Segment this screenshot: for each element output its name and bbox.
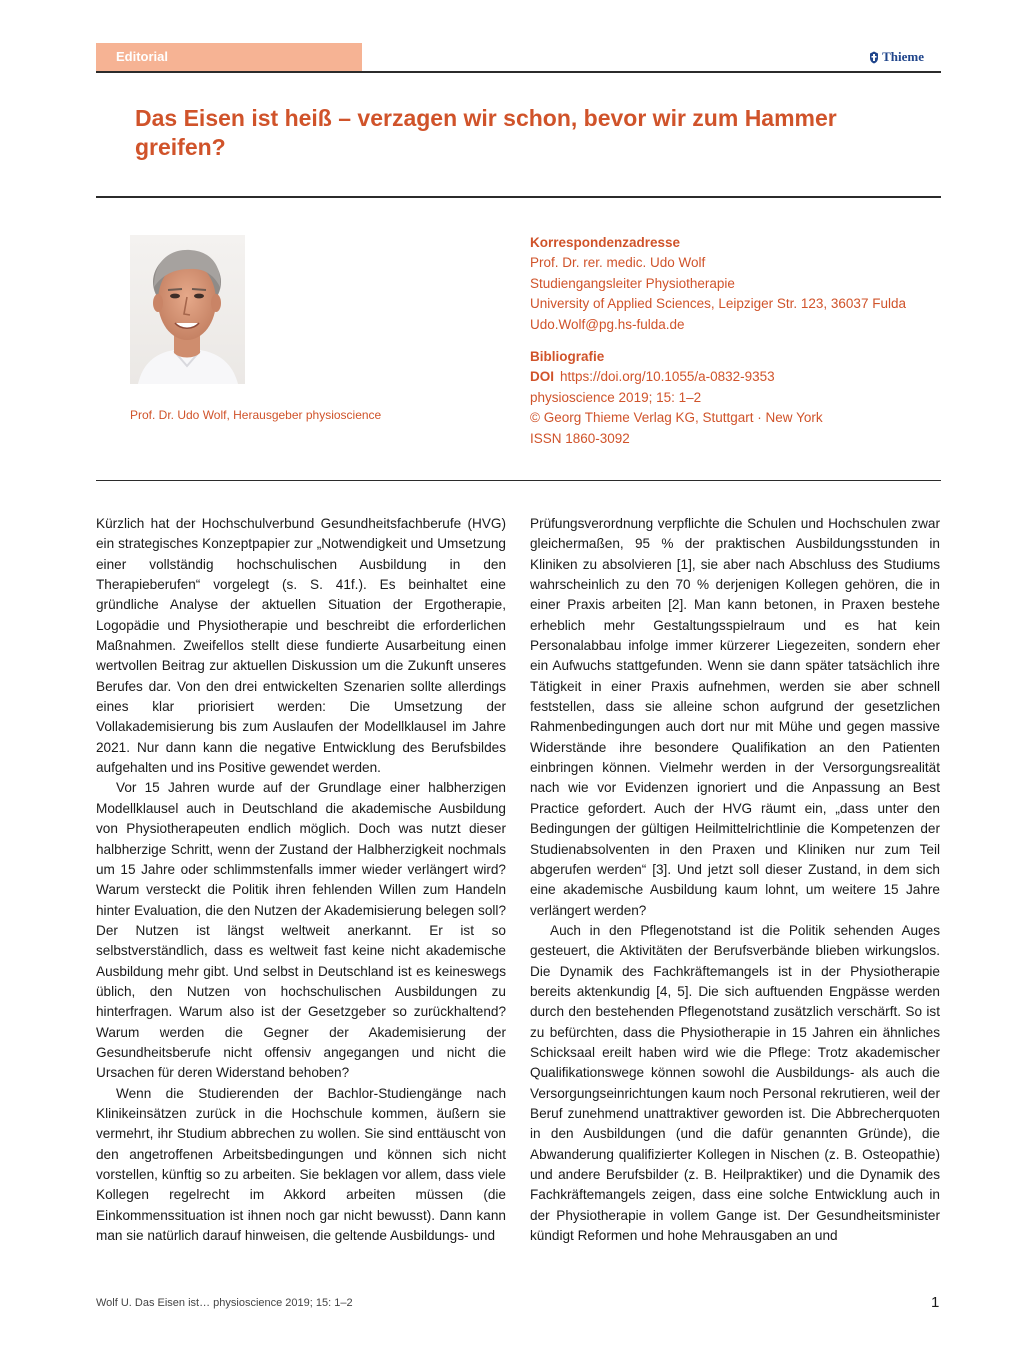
- doi-label: DOI: [530, 369, 555, 385]
- bibliography-heading: Bibliografie: [530, 349, 605, 365]
- portrait-caption: Prof. Dr. Udo Wolf, Herausgeber physioscience: [130, 408, 382, 422]
- doi-line: [530, 367, 950, 387]
- info-rule: [96, 480, 941, 481]
- doi-link[interactable]: https://doi.org/10.1055/a-0832-9353: [560, 369, 775, 385]
- issn-line: ISSN 1860-3092: [530, 430, 630, 446]
- correspondence-role: Studiengangsleiter Physiotherapie: [530, 275, 735, 291]
- footer-citation: Wolf U. Das Eisen ist… physioscience 2019; 15: 1–2: [96, 1297, 353, 1309]
- body-column-left: [96, 514, 506, 1246]
- correspondence-email[interactable]: Udo.Wolf@pg.hs-fulda.de: [530, 316, 685, 332]
- correspondence-address: University of Applied Sciences, Leipziger Str. 123, 36037 Fulda: [530, 296, 906, 312]
- correspondence-heading: Korrespondenzadresse: [530, 235, 681, 250]
- body-paragraph: Wenn die Studierenden der Bachlor-Studiengänge nach Klinikeinsätzen zurück in die Hochschule kommen, äußern sie vermehrt, ihr Studium abbrechen zu wollen. Sie sind enttäuscht von den angetroffenen Arbeitsbedingungen und können sich nicht vorstellen, künftig so zu arbeiten. Sie beklagen vor allem, dass viele Kollegen regelrecht im Akkord arbeiten müssen (die Einkommenssituation ist ihnen noch gar nicht bewusst). Dann kann man sie natürlich darauf hinweisen, die geltende Ausbildungs- und: [96, 1085, 506, 1244]
- article-title: Das Eisen ist heiß – verzagen wir schon, bevor wir zum Hammer greifen?: [135, 105, 837, 160]
- body-paragraph: Auch in den Pflegenotstand ist die Politik sehenden Auges gesteuert, die Aktivitäten der Berufsverbände blieben wirkungslos. Die Dynamik des Fachkräftemangels ist in der Physiotherapie bereits aktenkundig [4, 5]. Die sich auftuenden Engpässe werden durch den bestehenden Pflegenotstand zusätzlich verschärft. So ist zu befürchten, dass die Physiotherapie in 15 Jahren ein ähnliches Schicksaal ereilt haben wird wie die Pflege: Trotz akademischer Qualifikationswege können sowohl die Ausbildungs- als auch die Versorgungseinrichtungen kaum noch Personal rekrutieren, weil der Beruf zunehmend unattraktiver geworden ist. Die Abbrecherquoten in den Ausbildungen (und die dafür genannten Gründe), die Abwanderung qualifizierter Kollegen in Nischen (z. B. Osteopathie) und andere Berufsbilder (z. B. Heilpraktiker) und die Dynamik des Fachkräftemangels zeigen, dass eine solche Entwicklung auch in der Physiotherapie in vollem Gange ist. Der Gesundheitsminister kündigt Reformen und hohe Mehrausgaben an und: [530, 922, 940, 1244]
- body-paragraph: Kürzlich hat der Hochschulverbund Gesundheitsfachberufe (HVG) ein strategisches Konzeptpapier zur „Notwendigkeit und Umsetzung einer vollständig hochschulischen Ausbildung in den Therapieberufen“ vorgelegt (s. S. 41f.). Es beinhaltet eine gründliche Analyse der aktuellen Situation der Ergotherapie, Logopädie und Physiotherapie und beschreibt die erforderlichen Maßnahmen. Zweifellos stellt diese fundierte Ausarbeitung einen wertvollen Beitrag zur aktuellen Diskussion um die Zukunft unseres Berufes dar. Von den drei entwickelten Szenarien sollte allerdings eines klar priorisiert werden: Die Umsetzung der Vollakademisierung bis zum Auslaufen der Modellklausel im Jahre 2021. Nur dann kann die negative Entwicklung des Berufsbildes aufgehalten und ins Positive gewendet werden.: [96, 516, 506, 776]
- page-number: 1: [931, 1294, 940, 1311]
- publisher-logo: [869, 49, 924, 65]
- title-rule: [96, 196, 941, 198]
- correspondence-name: Prof. Dr. rer. medic. Udo Wolf: [530, 255, 706, 271]
- citation-line: physioscience 2019; 15: 1–2: [530, 389, 702, 405]
- body-column-right: [530, 514, 940, 1246]
- body-paragraph: Vor 15 Jahren wurde auf der Grundlage einer halbherzigen Modellklausel auch in Deutschland die akademische Ausbildung von Physiotherapeuten endlich möglich. Doch was nutzt dieser halbherzige Schritt, wenn der Zustand der Halbherzigkeit nochmals um 15 Jahre oder schlimmstenfalls immer wieder verlängert wird? Warum versteckt die Politik ihren fehlenden Willen zum Handeln hinter Evaluation, die den Nutzen der Akademisierung belegen soll? Der Nutzen ist längst weltweit anerkannt. Er ist so selbstverständlich, dass es weltweit fast keine nicht akademische Ausbildung mehr gibt. Und selbst in Deutschland ist es keineswegs üblich, den Nutzen von hochschulischen Ausbildungen zu hinterfragen. Warum also ist der Gesetzgeber so zurückhaltend? Warum werden die Gegner der Akademisierung der Gesundheitsberufe nicht offensiv angegangen und nicht die Ursachen für deren Widerstand behoben?: [96, 780, 506, 1081]
- article-info: [530, 233, 950, 449]
- publisher-name: Thieme: [882, 49, 924, 64]
- copyright-line: © Georg Thieme Verlag KG, Stuttgart · New York: [530, 410, 823, 426]
- body-paragraph: Prüfungsverordnung verpflichte die Schulen und Hochschulen zwar gleichermaßen, 95 % der praktischen Ausbildungsstunden in Kliniken zu absolvieren [1], sie aber nach Abschluss des Studiums wahrscheinlich zu den 70 % derjenigen Kollegen gehören, die in einer Praxis arbeiten [2]. Man kann betonen, in Praxen bestehe erheblich mehr Gestaltungsspielraum und es hat kein Personalabbau infolge immer kürzerer Liegezeiten, sondern eher ein Aufwuchs stattgefunden. Wenn sie dann später tatsächlich ihre Tätigkeit in einer Praxis aufnehmen, werden sie aber schnell feststellen, dass sie alleine schon aufgrund der gesetzlichen Rahmenbedingungen auch dort nur mit Mühe und gegen massive Widerstände ihre besondere Qualifikation an den Patienten einbringen können. Vielmehr werden in der Versorgungsrealität nach wie vor Evidenzen ignoriert und die Anpassung an Best Practice gefordert. Auch der HVG räumt ein, „dass unter den Bedingungen der gültigen Heilmittelrichtlinie die Kompetenzen der Studienabsolventen in den Praxen und Kliniken nur zum Teil abgerufen werden“ [3]. Und jetzt soll dieser Zustand, in dem sich eine akademische Ausbildung kaum lohnt, um weitere 15 Jahre verlängert werden?: [530, 516, 940, 918]
- section-label: Editorial: [96, 43, 362, 71]
- author-portrait: [130, 235, 245, 384]
- header-rule: [96, 71, 941, 73]
- thieme-seal-icon: [869, 51, 879, 64]
